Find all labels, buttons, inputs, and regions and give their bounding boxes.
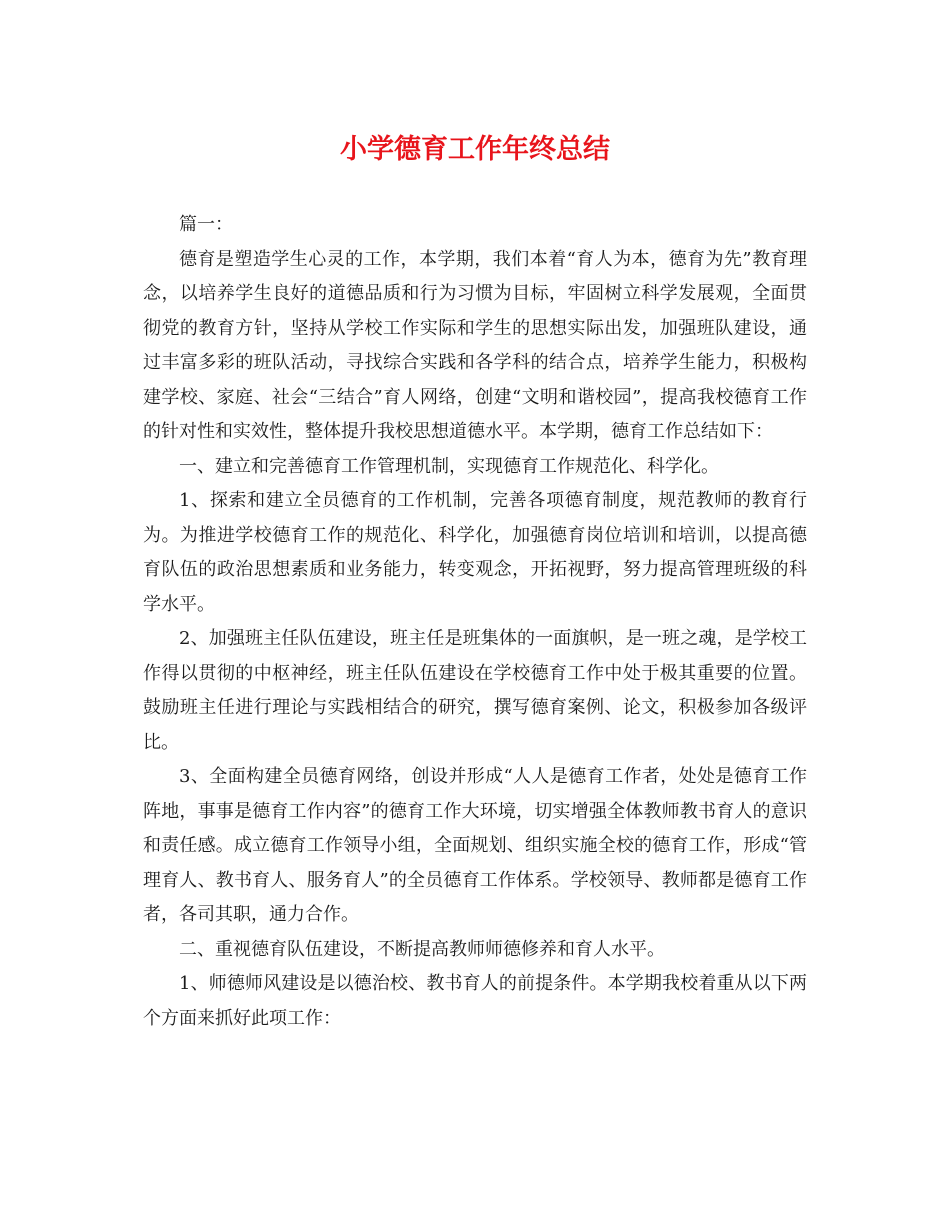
paragraph-item-1-3: 3、全面构建全员德育网络，创设并形成“人人是德育工作者，处处是德育工作阵地，事事是德育工作内容”的德育工作大环境，切实增强全体教师教书育人的意识和责任感。成立德育工作领导小组，全面规划、组织实施全校的德育工作，形成“管理育人、教书育人、服务育人”的全员德育工作体系。学校领导、教师都是德育工作者，各司其职，通力合作。 — [143, 766, 807, 925]
paragraph-item-1-2: 2、加强班主任队伍建设，班主任是班集体的一面旗帜，是一班之魂，是学校工作得以贯彻的中枢神经，班主任队伍建设在学校德育工作中处于极其重要的位置。鼓励班主任进行理论与实践相结合的研究，撰写德育案例、论文，积极参加各级评比。 — [143, 628, 807, 753]
paragraph-heading-1: 一、建立和完善德育工作管理机制，实现德育工作规范化、科学化。 — [179, 455, 719, 477]
paragraph-intro: 德育是塑造学生心灵的工作，本学期，我们本着“育人为本，德育为先”教育理念，以培养学生良好的道德品质和行为习惯为目标，牢固树立科学发展观，全面贯彻党的教育方针，坚持从学校工作实际和学生的思想实际出发，加强班队建设，通过丰富多彩的班队活动，寻找综合实践和各学科的结合点，培养学生能力，积极构建学校、家庭、社会“三结合”育人网络，创建“文明和谐校园”，提高我校德育工作的针对性和实效性，整体提升我校思想道德水平。本学期，德育工作总结如下： — [143, 248, 807, 442]
document-title: 小学德育工作年终总结 — [340, 134, 610, 165]
paragraph-item-2-1: 1、师德师风建设是以德治校、教书育人的前提条件。本学期我校着重从以下两个方面来抓好此项工作： — [143, 973, 807, 1029]
paragraph-item-1-1: 1、探索和建立全员德育的工作机制，完善各项德育制度，规范教师的教育行为。为推进学校德育工作的规范化、科学化，加强德育岗位培训和培训，以提高德育队伍的政治思想素质和业务能力，转变观念，开拓视野，努力提高管理班级的科学水平。 — [143, 490, 807, 615]
paragraph-heading-2: 二、重视德育队伍建设，不断提高教师师德修养和育人水平。 — [179, 938, 665, 960]
paragraph-section-label: 篇一： — [179, 214, 233, 235]
document-body — [143, 208, 807, 1036]
